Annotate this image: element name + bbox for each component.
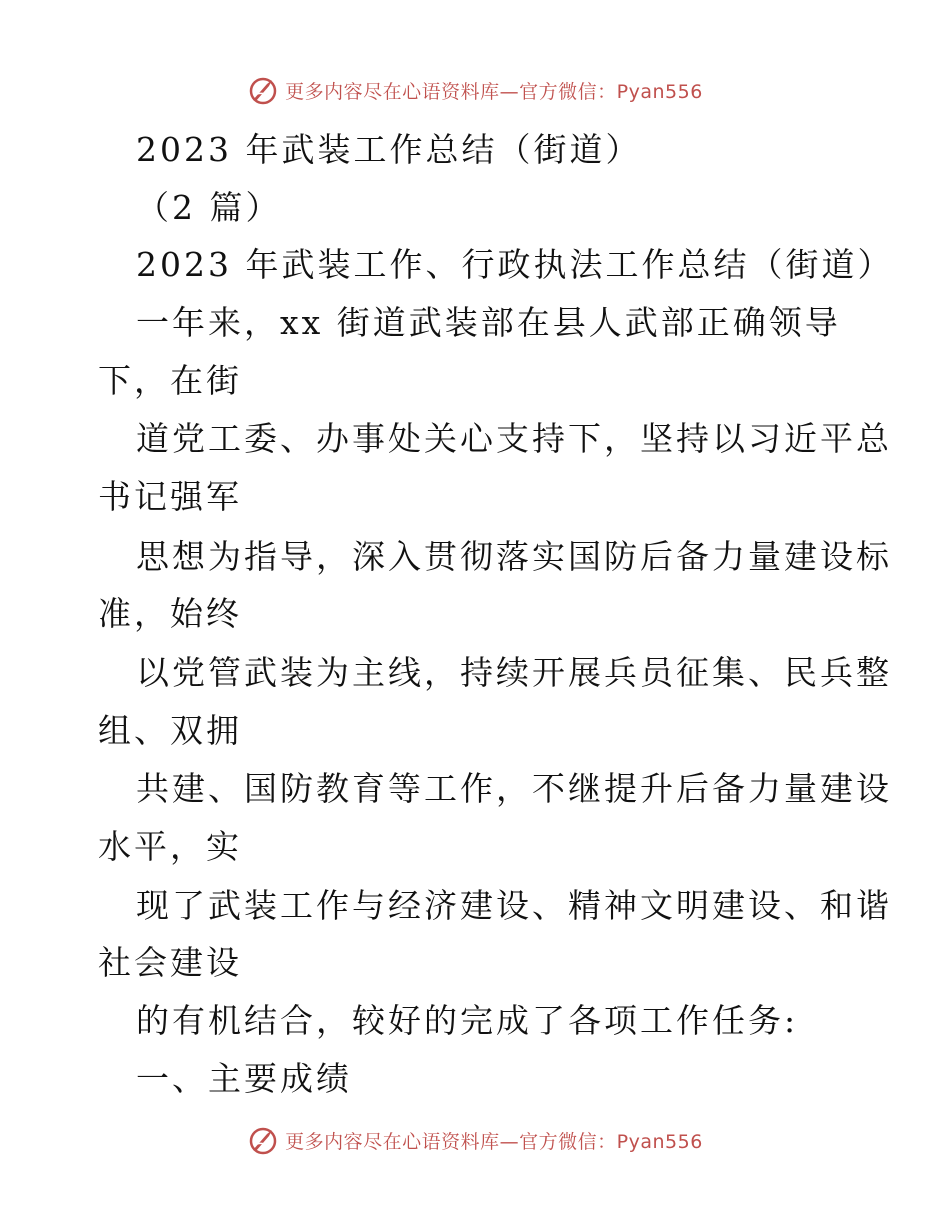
doc-line: 现了武装工作与经济建设、精神文明建设、和谐 bbox=[136, 886, 892, 925]
doc-line: 共建、国防教育等工作，不继提升后备力量建设 bbox=[136, 769, 892, 808]
doc-line: 社会建设 bbox=[98, 943, 242, 982]
doc-line: 道党工委、办事处关心支持下，坚持以习近平总 bbox=[136, 419, 892, 458]
doc-line: 组、双拥 bbox=[98, 711, 242, 750]
doc-title: 2023 年武装工作总结（街道） bbox=[136, 130, 642, 169]
doc-subtitle: （2 篇） bbox=[136, 188, 282, 227]
pen-logo-icon bbox=[247, 1124, 279, 1156]
doc-line: 思想为指导，深入贯彻落实国防后备力量建设标 bbox=[136, 537, 892, 576]
doc-line: 下，在街 bbox=[98, 361, 242, 400]
watermark-text: 更多内容尽在心语资料库—官方微信：Pyan556 bbox=[285, 80, 703, 103]
doc-line: 一年来，xx 街道武装部在县人武部正确领导 bbox=[136, 303, 841, 342]
doc-heading: 2023 年武装工作、行政执法工作总结（街道） bbox=[136, 245, 894, 284]
doc-line: 书记强军 bbox=[98, 477, 242, 516]
doc-line: 准，始终 bbox=[98, 594, 242, 633]
doc-line: 的有机结合，较好的完成了各项工作任务: bbox=[136, 1001, 799, 1040]
watermark-footer bbox=[0, 1120, 950, 1160]
watermark-text: 更多内容尽在心语资料库—官方微信：Pyan556 bbox=[285, 1130, 703, 1153]
doc-line: 水平，实 bbox=[98, 827, 242, 866]
doc-line: 以党管武装为主线，持续开展兵员征集、民兵整 bbox=[136, 653, 892, 692]
doc-section-heading: 一、主要成绩 bbox=[136, 1059, 352, 1098]
